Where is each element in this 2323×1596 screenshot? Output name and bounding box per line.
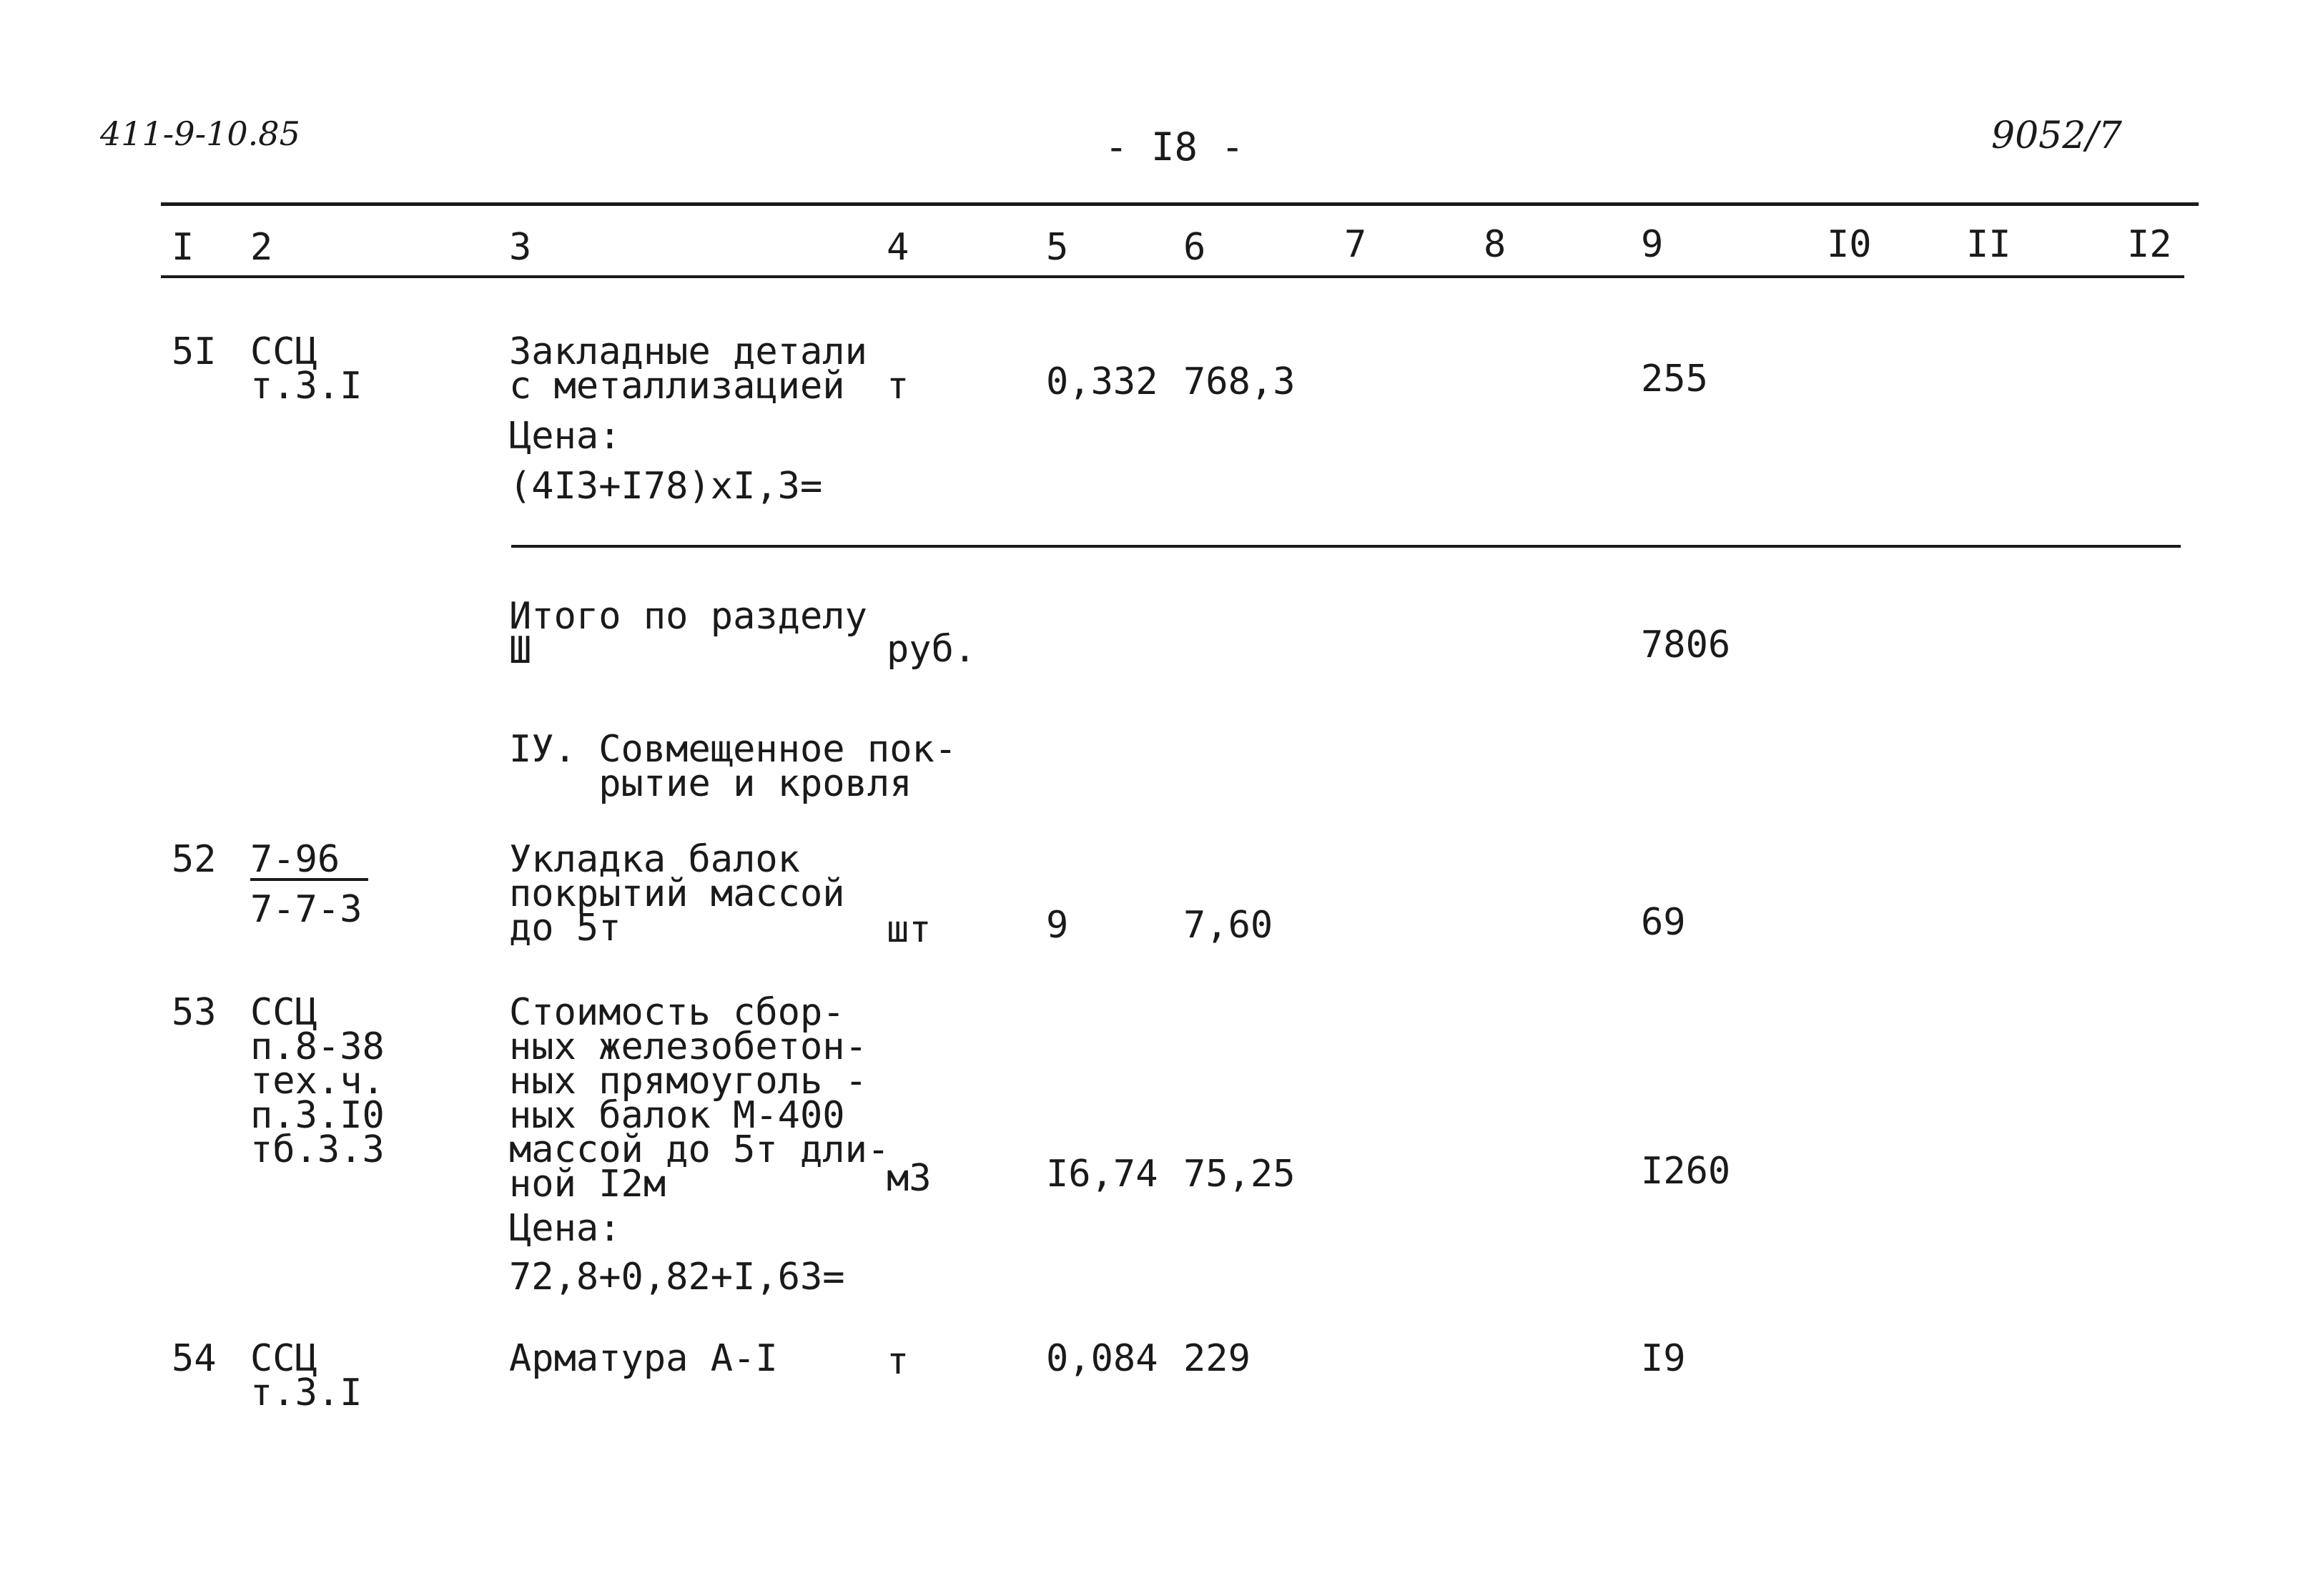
work-description: Стоимость сбор- ных железобетон- ных прямоуголь - ных балок М-400 массой до 5т дли- ной I2м: [509, 991, 890, 1206]
column-header: 3: [509, 226, 532, 269]
unit-price: 768,3: [1183, 360, 1296, 403]
norm-code: 7-96: [250, 842, 368, 881]
column-header: 2: [250, 226, 273, 269]
column-header: 5: [1046, 226, 1069, 269]
total-cost: 255: [1641, 358, 1708, 400]
quantity: I6,74: [1046, 1153, 1158, 1196]
column-header: 6: [1183, 226, 1206, 269]
unit: т: [887, 1340, 909, 1383]
norm-code-collection: 7-7-3: [250, 888, 362, 931]
norm-code: ССЦ т.3.I: [250, 1337, 362, 1414]
top-rule: [161, 202, 2199, 206]
unit-price: 75,25: [1183, 1153, 1296, 1196]
column-header: 4: [887, 226, 909, 269]
document-code: 411-9-10.85: [100, 114, 300, 153]
unit: т: [887, 365, 909, 408]
column-header: I: [172, 226, 194, 269]
sheet-reference: 9052/7: [1991, 114, 2122, 157]
row-number: 54: [172, 1337, 217, 1380]
quantity: 0,332: [1046, 360, 1158, 403]
header-bottom-rule: [161, 275, 2184, 278]
norm-code: ССЦ п.8-38 тех.ч. п.3.I0 тб.3.3: [250, 991, 385, 1171]
column-header: 9: [1641, 223, 1664, 266]
row-number: 52: [172, 838, 217, 881]
unit: шт: [887, 908, 932, 951]
row-number: 5I: [172, 330, 217, 373]
price-label: Цена:: [509, 1207, 621, 1250]
work-description: Арматура А-I: [509, 1337, 778, 1380]
column-header: 7: [1344, 223, 1367, 266]
total-cost: I9: [1641, 1337, 1686, 1380]
work-description: Закладные детали с металлизацией: [509, 330, 867, 408]
total-cost: 69: [1641, 901, 1686, 944]
column-header: 8: [1484, 223, 1506, 266]
price-formula: (4I3+I78)xI,3=: [509, 465, 823, 508]
row-number: 53: [172, 991, 217, 1034]
unit: м3: [887, 1157, 932, 1200]
section-total-rule: [511, 545, 2181, 548]
column-header: I2: [2127, 223, 2172, 266]
unit: руб.: [887, 628, 977, 671]
page-number: - I8 -: [1105, 124, 1245, 169]
unit-price: 229: [1183, 1337, 1251, 1380]
price-formula: 72,8+0,82+I,63=: [509, 1256, 845, 1299]
section-heading: IУ. Совмещенное пок- рытие и кровля: [509, 728, 957, 805]
quantity: 0,084: [1046, 1337, 1158, 1380]
section-total-label: Итого по разделу Ш: [509, 595, 867, 672]
total-cost: 7806: [1641, 624, 1731, 666]
unit-price: 7,60: [1183, 904, 1273, 947]
quantity: 9: [1046, 904, 1069, 947]
column-header: II: [1966, 223, 2011, 266]
work-description: Укладка балок покрытий массой до 5т: [509, 838, 845, 950]
price-label: Цена:: [509, 415, 621, 458]
norm-code: ССЦ т.3.I: [250, 330, 362, 408]
total-cost: I260: [1641, 1150, 1731, 1193]
column-header: I0: [1827, 223, 1872, 266]
